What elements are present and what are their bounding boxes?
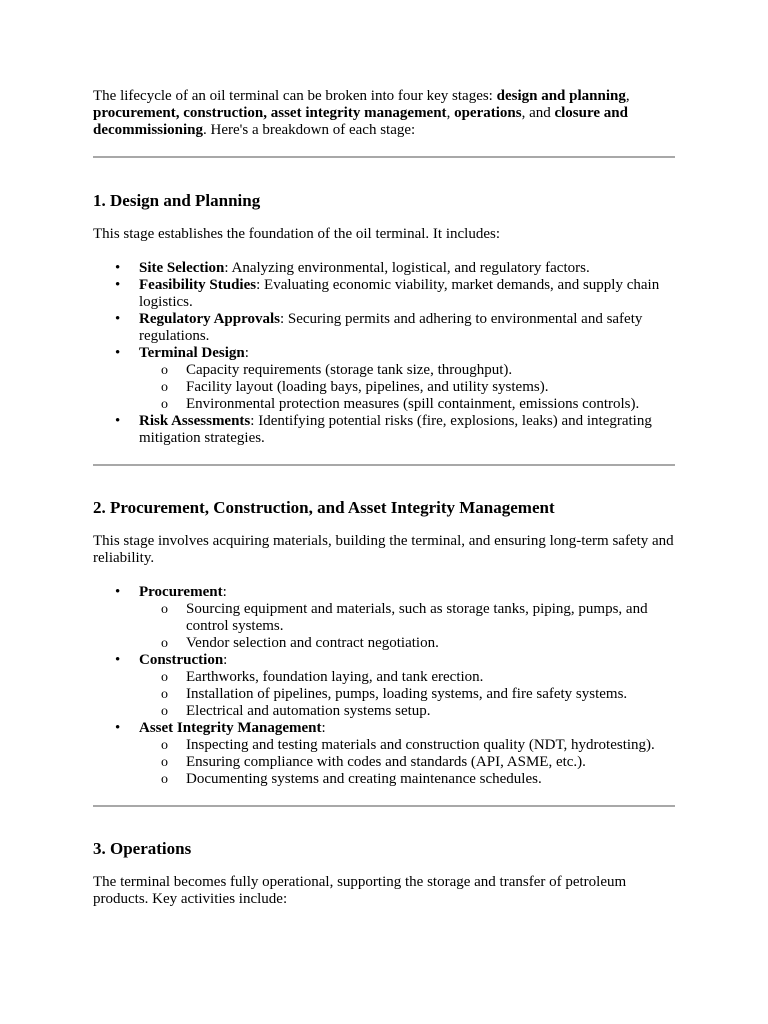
design-sublist <box>139 362 676 413</box>
integrity-sublist <box>139 737 676 788</box>
sublist-item: o Facility layout (loading bays, pipelines, and utility systems). <box>139 379 676 396</box>
intro-stage-design: design and planning <box>496 88 626 104</box>
list-text: : <box>244 345 249 361</box>
section-heading-design: 1. Design and Planning <box>93 191 261 210</box>
list-item <box>93 260 676 277</box>
sublist-item: o Electrical and automation systems setup. <box>139 703 676 720</box>
section-heading-operations: 3. Operations <box>93 839 192 858</box>
list-term: Procurement <box>139 584 223 600</box>
list-term: Regulatory Approvals <box>139 311 280 327</box>
list-item <box>93 311 676 345</box>
list-text: : <box>223 652 228 668</box>
design-list <box>93 260 676 447</box>
list-item <box>93 413 676 447</box>
sublist-item: o Inspecting and testing materials and construction quality (NDT, hydrotesting). <box>139 737 676 754</box>
procurement-list <box>93 584 676 788</box>
sublist-item: o Capacity requirements (storage tank size, throughput). <box>139 362 676 379</box>
intro-text: , <box>625 88 630 104</box>
intro-text: , and <box>521 105 555 121</box>
intro-stage-operations: operations <box>454 105 522 121</box>
list-text: : Securing permits and adhering to environmental and safety regulations. <box>139 311 643 344</box>
list-item <box>93 652 676 720</box>
section-lead: The terminal becomes fully operational, supporting the storage and transfer of petroleum products. Key activities include: <box>93 874 627 907</box>
section-lead: This stage establishes the foundation of the oil terminal. It includes: <box>93 226 500 242</box>
list-text: : <box>222 584 227 600</box>
section-lead: This stage involves acquiring materials, building the terminal, and ensuring long-term safety and reliability. <box>93 533 674 566</box>
list-text: : Identifying potential risks (fire, explosions, leaks) and integrating mitigation strategies. <box>139 413 652 446</box>
sublist-item: o Sourcing equipment and materials, such as storage tanks, piping, pumps, and control systems. <box>139 601 676 635</box>
list-term: Terminal Design <box>139 345 245 361</box>
intro-text: , <box>446 105 455 121</box>
list-item <box>93 345 676 413</box>
list-text: : <box>321 720 326 736</box>
section-divider <box>93 464 675 466</box>
list-term: Risk Assessments <box>139 413 251 429</box>
intro-stage-closure: closure and decommissioning <box>93 105 628 138</box>
sublist-item: o Environmental protection measures (spill containment, emissions controls). <box>139 396 676 413</box>
list-term: Feasibility Studies <box>139 277 257 293</box>
sublist-item: o Ensuring compliance with codes and standards (API, ASME, etc.). <box>139 754 676 771</box>
procurement-sublist <box>139 601 676 652</box>
intro-stage-procurement: procurement, construction, asset integrity management <box>93 105 447 121</box>
list-term: Site Selection <box>139 260 225 276</box>
sublist-item: o Earthworks, foundation laying, and tank erection. <box>139 669 676 686</box>
sublist-item: o Installation of pipelines, pumps, loading systems, and fire safety systems. <box>139 686 676 703</box>
list-item <box>93 277 676 311</box>
section-divider <box>93 156 675 158</box>
list-term: Asset Integrity Management <box>139 720 322 736</box>
sublist-item: o Vendor selection and contract negotiation. <box>139 635 676 652</box>
sublist-item: o Documenting systems and creating maintenance schedules. <box>139 771 676 788</box>
intro-text: . Here's a breakdown of each stage: <box>203 122 416 138</box>
list-item <box>93 584 676 652</box>
intro-paragraph <box>93 88 653 139</box>
list-item <box>93 720 676 788</box>
document-body <box>93 88 676 908</box>
intro-text: The lifecycle of an oil terminal can be broken into four key stages: <box>93 88 497 104</box>
section-heading-procurement: 2. Procurement, Construction, and Asset Integrity Management <box>93 498 555 517</box>
list-text: : Evaluating economic viability, market demands, and supply chain logistics. <box>139 277 660 310</box>
section-divider <box>93 805 675 807</box>
construction-sublist <box>139 669 676 720</box>
list-term: Construction <box>139 652 224 668</box>
list-text: : Analyzing environmental, logistical, and regulatory factors. <box>224 260 590 276</box>
